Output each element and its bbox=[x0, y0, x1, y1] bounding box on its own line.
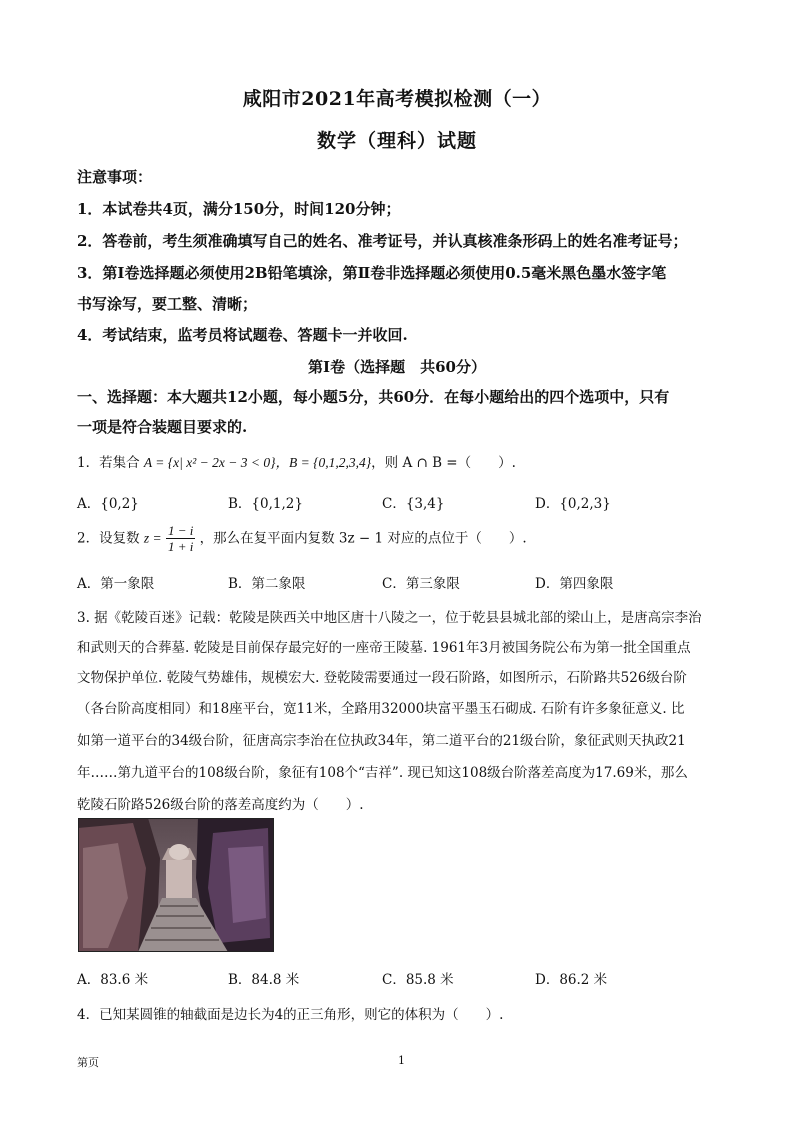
exam-title: 咸阳市2021年高考模拟检测（一） bbox=[242, 88, 552, 110]
qianling-stairway-photo bbox=[78, 818, 274, 952]
q3-option-d: D．86.2 米 bbox=[535, 972, 608, 988]
notice-item-1: 1．本试卷共4页，满分150分，时间120分钟； bbox=[77, 200, 401, 218]
q2-option-c: C．第三象限 bbox=[382, 576, 460, 592]
q1-option-b: B．{0,1,2} bbox=[228, 496, 303, 512]
q1-set-a: A = {x| x² − 2x − 3 < 0} bbox=[143, 455, 276, 470]
q3-line-2: 和武则天的合葬墓. 乾陵是目前保存最完好的一座帝王陵墓. 1961年3月被国务院公布为第一批全国重点 bbox=[77, 640, 691, 656]
question-1 bbox=[77, 451, 516, 471]
q3-line-6: 年……第九道平台的108级台阶，象征有108个“吉祥”. 现已知这108级台阶落差高度为17.69米，那么 bbox=[77, 765, 688, 781]
q2-numerator: 1 − i bbox=[167, 523, 194, 538]
section-heading: 第Ⅰ卷（选择题 共60分） bbox=[308, 358, 486, 376]
q2-option-d: D．第四象限 bbox=[535, 576, 614, 592]
q3-line-5: 如第一道平台的34级台阶，征唐高宗李治在位执政34年，第二道平台的21级台阶，象征武则天执政21 bbox=[77, 733, 686, 749]
notice-heading: 注意事项： bbox=[77, 168, 153, 186]
q3-option-a: A．83.6 米 bbox=[77, 972, 149, 988]
q3-option-c: C．85.8 米 bbox=[382, 972, 454, 988]
q2-option-b: B．第二象限 bbox=[228, 576, 306, 592]
q1-suffix: ，则 A ∩ B =（ ）. bbox=[371, 455, 516, 471]
q1-option-c: C．{3,4} bbox=[382, 496, 445, 512]
q2-fraction bbox=[166, 523, 195, 554]
section-intro-1: 一、选择题：本大题共12小题，每小题5分，共60分．在每小题给出的四个选项中，只有 bbox=[77, 388, 670, 406]
q1-prefix: 1．若集合 bbox=[77, 455, 140, 471]
q1-set-b: ，B = {0,1,2,3,4} bbox=[275, 455, 372, 470]
q2-z-eq: z = bbox=[143, 530, 162, 546]
q1-option-d: D．{0,2,3} bbox=[535, 496, 611, 512]
q3-line-1: 3. 据《乾陵百迷》记载：乾陵是陕西关中地区唐十八陵之一，位于乾县县城北部的梁山上，是唐高宗李治 bbox=[77, 610, 702, 626]
q3-option-b: B．84.8 米 bbox=[228, 972, 300, 988]
section-intro-2: 一项是符合装题目要求的. bbox=[77, 418, 248, 436]
q3-line-3: 文物保护单位. 乾陵气势雄伟，规模宏大. 登乾陵需要通过一段石阶路，如图所示，石阶路共526级台阶 bbox=[77, 670, 687, 686]
q2-suffix: ，那么在复平面内复数 3z − 1 对应的点位于（ ）. bbox=[199, 530, 527, 547]
footer-page-label: 第页 bbox=[77, 1056, 99, 1069]
footer-page-number: 1 bbox=[398, 1054, 405, 1067]
q2-option-a: A．第一象限 bbox=[77, 576, 155, 592]
notice-item-3-cont: 书写涂写，要工整、清晰； bbox=[77, 295, 258, 313]
question-2 bbox=[77, 523, 527, 554]
q1-option-a: A．{0,2} bbox=[77, 496, 139, 512]
exam-subtitle: 数学（理科）试题 bbox=[316, 130, 477, 152]
notice-item-4: 4．考试结束，监考员将试题卷、答题卡一并收回. bbox=[77, 326, 408, 344]
question-4: 4．已知某圆锥的轴截面是边长为4的正三角形，则它的体积为（ ）. bbox=[77, 1007, 504, 1023]
notice-item-2: 2．答卷前，考生须准确填写自己的姓名、准考证号，并认真核准条形码上的姓名准考证号； bbox=[77, 232, 688, 250]
q3-line-7: 乾陵石阶路526级台阶的落差高度约为（ ）. bbox=[77, 797, 364, 813]
q3-line-4: （各台阶高度相同）和18座平台，宽11米，全路用32000块富平墨玉石砌成. 石阶有许多象征意义. 比 bbox=[77, 701, 685, 717]
notice-item-3: 3．第Ⅰ卷选择题必须使用2B铅笔填涂，第Ⅱ卷非选择题必须使用0.5毫米黑色墨水签字笔 bbox=[77, 264, 667, 282]
q2-prefix: 2．设复数 bbox=[77, 530, 140, 547]
q2-denominator: 1 + i bbox=[167, 539, 194, 554]
